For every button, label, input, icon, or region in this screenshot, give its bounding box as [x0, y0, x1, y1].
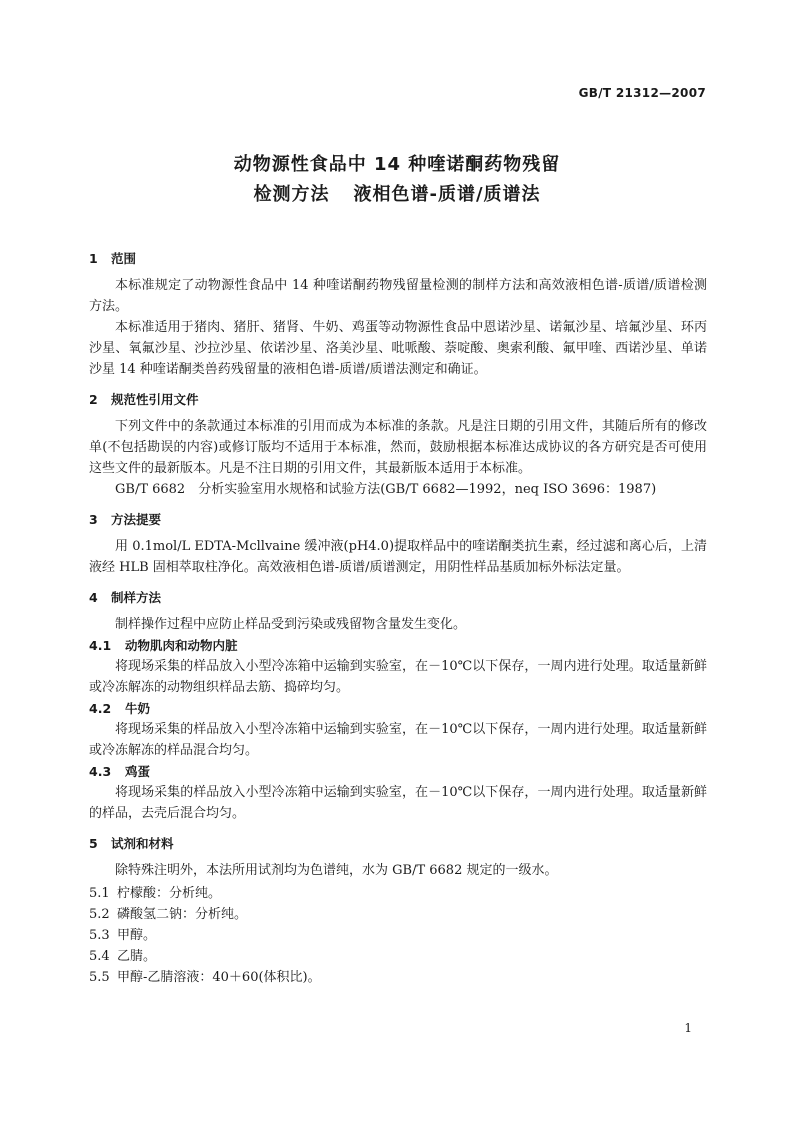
item-number: 5.4 — [89, 949, 110, 964]
page-number: 1 — [684, 1021, 692, 1035]
paragraph: 下列文件中的条款通过本标准的引用而成为本标准的条款。凡是注日期的引用文件，其随后所有的修改单(不包括勘误的内容)或修订版均不适用于本标准，然而，鼓励根据本标准达成协议的各方研究是否可使用这些文件的最新版本。凡是不注日期的引用文件，其最新版本适用于本标准。 — [89, 419, 707, 476]
item-number: 5.1 — [89, 886, 110, 901]
standard-code: GB/T 21312—2007 — [578, 86, 706, 100]
paragraph: 用 0.1mol/L EDTA-Mcllvaine 缓冲液(pH4.0)提取样品中的喹诺酮类抗生素，经过滤和离心后，上清液经 HLB 固相萃取柱净化。高效液相色谱-质谱/质谱测定，用阴性样品基质加标外标法定量。 — [89, 539, 707, 575]
section-title: 规范性引用文件 — [111, 392, 199, 407]
paragraph: 将现场采集的样品放入小型冷冻箱中运输到实验室，在－10℃以下保存，一周内进行处理。取适量新鲜或冷冻解冻的样品混合均匀。 — [89, 722, 707, 758]
section-number: 1 — [89, 251, 98, 266]
section-reagents — [89, 833, 707, 988]
section-sample-preparation — [89, 587, 707, 824]
item-text: 甲醇。 — [117, 928, 157, 943]
paragraph: 本标准适用于猪肉、猪肝、猪肾、牛奶、鸡蛋等动物源性食品中恩诺沙星、诺氟沙星、培氟沙星、环丙沙星、氧氟沙星、沙拉沙星、依诺沙星、洛美沙星、吡哌酸、萘啶酸、奥索利酸、氟甲喹、西诺沙星、单诺沙星 14 种喹诺酮类兽药残留量的液相色谱-质谱/质谱法测定和确证。 — [89, 320, 707, 377]
section-title: 制样方法 — [111, 590, 162, 605]
document-title — [0, 150, 794, 210]
section-heading — [89, 833, 707, 854]
document-body — [89, 248, 707, 997]
list-item — [89, 883, 707, 904]
section-title: 试剂和材料 — [111, 836, 174, 851]
reference-entry: GB/T 6682 分析实验室用水规格和试验方法(GB/T 6682—1992，neq ISO 3696：1987) — [115, 482, 657, 497]
section-title: 范围 — [111, 251, 137, 266]
paragraph: 将现场采集的样品放入小型冷冻箱中运输到实验室，在－10℃以下保存，一周内进行处理。取适量新鲜或冷冻解冻的动物组织样品去筋、捣碎均匀。 — [89, 659, 707, 695]
subsection-title: 牛奶 — [125, 701, 151, 716]
section-heading — [89, 389, 707, 410]
item-text: 柠檬酸：分析纯。 — [117, 886, 222, 901]
section-number: 4 — [89, 590, 98, 605]
section-heading — [89, 248, 707, 269]
paragraph: 本标准规定了动物源性食品中 14 种喹诺酮药物残留量检测的制样方法和高效液相色谱-质谱/质谱检测方法。 — [89, 278, 707, 314]
item-text: 乙腈。 — [117, 949, 157, 964]
paragraph: 制样操作过程中应防止样品受到污染或残留物含量发生变化。 — [115, 617, 467, 632]
section-number: 3 — [89, 512, 98, 527]
section-method-summary — [89, 509, 707, 578]
title-line-1: 动物源性食品中 14 种喹诺酮药物残留 — [233, 154, 561, 175]
section-heading — [89, 587, 707, 608]
subsection-number: 4.1 — [89, 638, 112, 653]
list-item — [89, 925, 707, 946]
section-heading — [89, 509, 707, 530]
item-number: 5.5 — [89, 970, 110, 985]
item-text: 甲醇-乙腈溶液：40＋60(体积比)。 — [117, 970, 321, 985]
item-text: 磷酸氢二钠：分析纯。 — [117, 907, 248, 922]
title-line-2 — [0, 180, 794, 210]
section-normative-references — [89, 389, 707, 500]
paragraph: 除特殊注明外，本法所用试剂均为色谱纯，水为 GB/T 6682 规定的一级水。 — [115, 863, 558, 878]
item-number: 5.2 — [89, 907, 110, 922]
section-scope — [89, 248, 707, 380]
list-item — [89, 967, 707, 988]
section-number: 2 — [89, 392, 98, 407]
section-title: 方法提要 — [111, 512, 162, 527]
subsection-heading — [89, 635, 707, 656]
subsection-number: 4.2 — [89, 701, 112, 716]
list-item — [89, 946, 707, 967]
subsection-heading — [89, 761, 707, 782]
list-item — [89, 904, 707, 925]
item-number: 5.3 — [89, 928, 110, 943]
subsection-title: 鸡蛋 — [125, 764, 151, 779]
subsection-number: 4.3 — [89, 764, 112, 779]
title-line-2-part-a: 检测方法 — [253, 184, 330, 205]
paragraph: 将现场采集的样品放入小型冷冻箱中运输到实验室，在－10℃以下保存，一周内进行处理。取适量新鲜的样品，去壳后混合均匀。 — [89, 785, 707, 821]
section-number: 5 — [89, 836, 98, 851]
subsection-heading — [89, 698, 707, 719]
title-line-2-part-b: 液相色谱-质谱/质谱法 — [353, 184, 541, 205]
subsection-title: 动物肌肉和动物内脏 — [125, 638, 238, 653]
